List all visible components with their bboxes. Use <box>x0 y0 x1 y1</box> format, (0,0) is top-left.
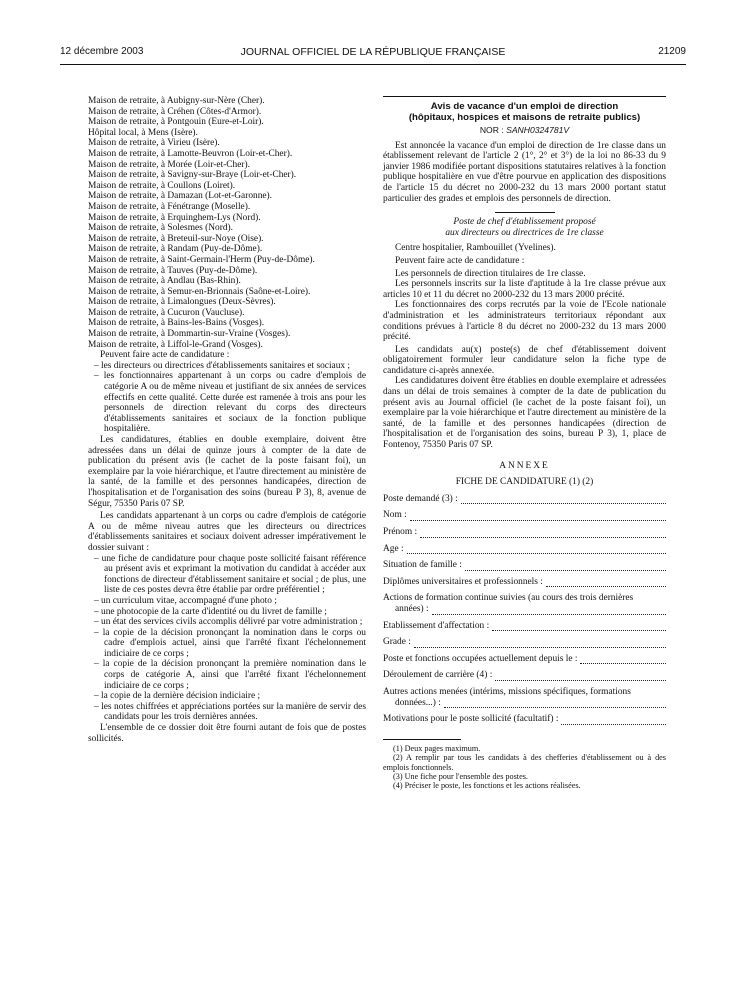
form-field-prenom <box>383 527 666 538</box>
institution-item: Maison de retraite, à Cucuron (Vaucluse). <box>88 307 245 318</box>
dotted-leader <box>420 529 666 538</box>
header-page-number: 21209 <box>658 46 686 57</box>
dotted-leader <box>444 699 666 708</box>
dossier-item: – les notes chiffrées et appréciations portées sur la manière de servir des candidats pour les trois dernières années. <box>94 701 366 723</box>
institution-item: Maison de retraite, à Lamotte-Beuvron (Loir-et-Cher). <box>88 148 293 159</box>
form-field-poste-actuel <box>383 654 666 665</box>
form-label: Etablissement d'affectation : <box>383 620 490 631</box>
institution-item: Maison de retraite, à Savigny-sur-Braye (Loir-et-Cher). <box>88 170 297 181</box>
ensemble-paragraph: L'ensemble de ce dossier doit être fourni autant de fois que de postes sollicités. <box>88 723 366 744</box>
right-paragraph: Les candidatures doivent être établies en double exemplaire et adressées dans un délai de trois semaines à compter de la date de publication du présent avis au Journal officiel (le cachet de la poste faisant foi), un exemplaire par la voie hiérarchique et l'autre directement au ministère de la santé, de la famille et des personnes handicapées (direction de l'hospitalisation et de l'organisation des soins, bureau P 3), 1, place de Fontenoy, 75350 Paris 07 SP. <box>383 376 666 451</box>
form-label: Diplômes universitaires et professionnels : <box>383 576 543 587</box>
institution-item: Maison de retraite, à Breteuil-sur-Noye (Oise). <box>88 233 264 244</box>
institution-item: Maison de retraite, à Fénétrange (Moselle). <box>88 201 251 212</box>
candidats-paragraph: Les candidats appartenant à un corps ou cadre d'emplois de catégorie A ou de même niveau autres que les directeurs ou directrices d'établissements sanitaires et sociaux doivent adresser impérativement le dossier suivant : <box>88 511 366 553</box>
institution-item: Maison de retraite, à Solesmes (Nord). <box>88 223 234 234</box>
dotted-leader <box>465 562 666 571</box>
form-label: Nom : <box>383 510 407 521</box>
dotted-leader <box>561 716 666 725</box>
institution-item: Maison de retraite, à Dommartin-sur-Vraine (Vosges). <box>88 329 291 340</box>
form-label: années) : <box>395 603 429 614</box>
candidature-item: – les directeurs ou directrices d'établissements sanitaires et sociaux ; <box>94 360 351 371</box>
institution-item: Maison de retraite, à Randam (Puy-de-Dôme). <box>88 244 263 255</box>
nor-reference <box>383 125 666 136</box>
form-label: Situation de famille : <box>383 560 462 571</box>
institution-list <box>88 96 366 350</box>
dotted-leader <box>495 672 666 681</box>
header-journal-title: JOURNAL OFFICIEL DE LA RÉPUBLIQUE FRANÇAISE <box>240 46 506 58</box>
form-field-poste <box>383 494 666 505</box>
institution-item: Maison de retraite, à Morée (Loir-et-Cher). <box>88 159 250 170</box>
form-label: Autres actions menées (intérims, missions spécifiques, formations <box>383 686 631 697</box>
institution-item: Maison de retraite, à Andlau (Bas-Rhin). <box>88 276 241 287</box>
dotted-leader <box>492 622 666 631</box>
dossier-item: – une fiche de candidature pour chaque poste sollicité faisant référence au présent avis et exprimant la motivation du candidat à accéder aux fonctions de directeur d'établissement sanitaire et social ; de plus, une liste de ces postes devra être établie par ordre préférentiel ; <box>94 553 366 596</box>
nor-code: SANH0324781V <box>506 125 570 135</box>
institution-item: Maison de retraite, à Aubigny-sur-Nère (Cher). <box>88 96 265 106</box>
footnote: (1) Deux pages maximum. <box>393 743 481 753</box>
footnote-rule <box>383 739 461 740</box>
footnote: (2) A remplir par tous les candidats à des chefferies d'établissement ou à des emplois fonctionnels. <box>383 753 666 772</box>
dossier-item: – un curriculum vitae, accompagné d'une photo ; <box>94 595 277 606</box>
poste-heading: Poste de chef d'établissement proposé <box>453 217 596 228</box>
section-rule <box>383 96 666 97</box>
form-label: Actions de formation continue suivies (au cours des trois dernières <box>383 593 634 604</box>
institution-item: Maison de retraite, à Bains-les-Bains (Vosges). <box>88 318 265 329</box>
centre-line: Centre hospitalier, Rambouillet (Yvelines). <box>395 243 556 254</box>
candidature-item: – les fonctionnaires appartenant à un corps ou cadre d'emplois de catégorie A ou de même niveau et justifiant de six années de services effectifs en cette qualité. Cette durée est ramenée à trois ans pour les personnels de direction relevant du corps des directeurs d'établissements sanitaires et sociaux de la fonction publique hospitalière. <box>94 371 366 435</box>
dotted-leader <box>410 512 666 521</box>
dotted-leader <box>546 578 666 587</box>
notice-subtitle: (hôpitaux, hospices et maisons de retraite publics) <box>408 112 641 123</box>
institution-item: Maison de retraite, à Tauves (Puy-de-Dôme). <box>88 265 258 276</box>
form-field-carriere <box>383 670 666 681</box>
institution-item: Maison de retraite, à Créhen (Côtes-d'Armor). <box>88 106 262 117</box>
form-field-age <box>383 544 666 555</box>
header-date: 12 décembre 2003 <box>60 46 144 57</box>
form-field-etablissement <box>383 621 666 632</box>
dotted-leader <box>407 545 666 554</box>
dotted-leader <box>580 655 666 664</box>
form-label-continuation <box>383 604 666 615</box>
notice-title: Avis de vacance d'un emploi de direction <box>430 101 619 112</box>
right-paragraph: Les personnels de direction titulaires de 1re classe. <box>395 268 586 279</box>
nor-label: NOR : <box>479 125 504 135</box>
form-label: données...) : <box>395 697 441 708</box>
right-paragraph: Les fonctionnaires des corps recrutés par la voie de l'Ecole nationale d'administration et les administrateurs territoriaux répondant aux conditions prévues à l'article 8 du décret no 2000-232 du 13 mars 2000 précité. <box>383 300 666 343</box>
dotted-leader <box>414 639 666 648</box>
institution-item: Maison de retraite, à Pontgouin (Eure-et-Loir). <box>88 117 264 128</box>
form-label-continuation <box>383 698 666 709</box>
form-label: Prénom : <box>383 527 418 537</box>
institution-item: Hôpital local, à Mens (Isère). <box>88 127 198 138</box>
institution-item: Maison de retraite, à Limalongues (Deux-Sèvres). <box>88 297 276 308</box>
institution-item: Maison de retraite, à Damazan (Lot-et-Garonne). <box>88 191 273 202</box>
form-field-grade <box>383 637 666 648</box>
form-field-nom <box>383 510 666 521</box>
header-rule <box>60 64 686 65</box>
institution-item: Maison de retraite, à Liffol-le-Grand (Vosges). <box>88 339 263 350</box>
right-paragraph: Les candidats au(x) poste(s) de chef d'établissement doivent obligatoirement formuler leur candidature selon la fiche type de candidature ci-après annexée. <box>383 344 666 376</box>
candidatures-paragraph: Les candidatures, établies en double exemplaire, doivent être adressées dans un délai de quinze jours à compter de la date de publication du présent avis (le cachet de la poste faisant foi), un exemplaire par la voie hiérarchique, et l'autre directement au ministère de la santé, de la famille et des personnes handicapées, direction de l'hospitalisation et de l'organisation des soins (bureau P 3), 8, avenue de Ségur, 75350 Paris 07 SP. <box>88 435 366 509</box>
form-field-diplomes <box>383 577 666 588</box>
intro-paragraph: Est annoncée la vacance d'un emploi de direction de 1re classe dans un établissement relevant de l'article 2 (1°, 2° et 3°) de la loi no 86-33 du 9 janvier 1986 modifiée portant dispositions statutaires relatives à la fonction publique hospitalière en vue d'être pourvue en application des dispositions de l'article 15 du décret no 2000-232 du 13 mars 2000 portant statut particulier des grades et emplois des personnels de direction. <box>383 140 666 204</box>
institution-item: Maison de retraite, à Coullons (Loiret). <box>88 180 236 191</box>
candidature-intro: Peuvent faire acte de candidature : <box>100 350 230 361</box>
short-rule <box>495 212 555 213</box>
form-label: Poste et fonctions occupées actuellement depuis le : <box>383 653 578 664</box>
form-label: Grade : <box>383 637 411 648</box>
form-label: Poste demandé (3) : <box>383 493 458 504</box>
poste-subheading: aux directeurs ou directrices de 1re classe <box>445 227 604 238</box>
fiche-title: FICHE DE CANDIDATURE (1) (2) <box>455 477 594 488</box>
annexe-heading: ANNEXE <box>499 460 550 471</box>
dossier-item: – un état des services civils accomplis délivré par votre administration ; <box>94 617 363 628</box>
form-field-situation <box>383 560 666 571</box>
form-field-motivations <box>383 714 666 725</box>
form-label: Déroulement de carrière (4) : <box>383 670 493 681</box>
institution-item: Maison de retraite, à Erquinghem-Lys (Nord). <box>88 212 261 223</box>
form-field-autres-actions <box>383 687 666 708</box>
dotted-leader <box>461 495 666 504</box>
dotted-leader <box>432 606 666 615</box>
right-candidature-intro: Peuvent faire acte de candidature : <box>395 255 525 266</box>
form-label: Motivations pour le poste sollicité (facultatif) : <box>383 714 559 725</box>
left-column <box>88 96 366 744</box>
page-header <box>60 46 686 62</box>
right-paragraph: Les personnels inscrits sur la liste d'aptitude à la 1re classe prévue aux articles 10 et 11 du décret no 2000-232 du 13 mars 2000 précité. <box>383 279 666 300</box>
dossier-item: – la copie de la décision prononçant la première nomination dans le corps de catégorie A, ainsi que l'arrêté fixant l'échelonnement indiciaire de ce corps ; <box>94 659 366 691</box>
form-label: Age : <box>383 543 404 554</box>
dossier-item: – une photocopie de la carte d'identité ou du livret de famille ; <box>94 606 327 617</box>
candidature-form <box>383 494 666 725</box>
institution-item: Maison de retraite, à Virieu (Isère). <box>88 138 220 149</box>
dossier-item: – la copie de la décision prononçant la nomination dans le corps ou cadre d'emplois actuel, ainsi que l'arrêté fixant l'échelonnement indiciaire de ce corps ; <box>94 627 366 659</box>
institution-item: Maison de retraite, à Semur-en-Brionnais (Saône-et-Loire). <box>88 286 311 297</box>
right-column <box>383 96 666 791</box>
dossier-item: – la copie de la dernière décision indiciaire ; <box>94 691 261 702</box>
footnote: (3) Une fiche pour l'ensemble des postes. <box>393 771 528 781</box>
form-field-formation <box>383 593 666 614</box>
institution-item: Maison de retraite, à Saint-Germain-l'Herm (Puy-de-Dôme). <box>88 254 315 265</box>
footnote: (4) Préciser le poste, les fonctions et les actions réalisées. <box>393 781 581 791</box>
